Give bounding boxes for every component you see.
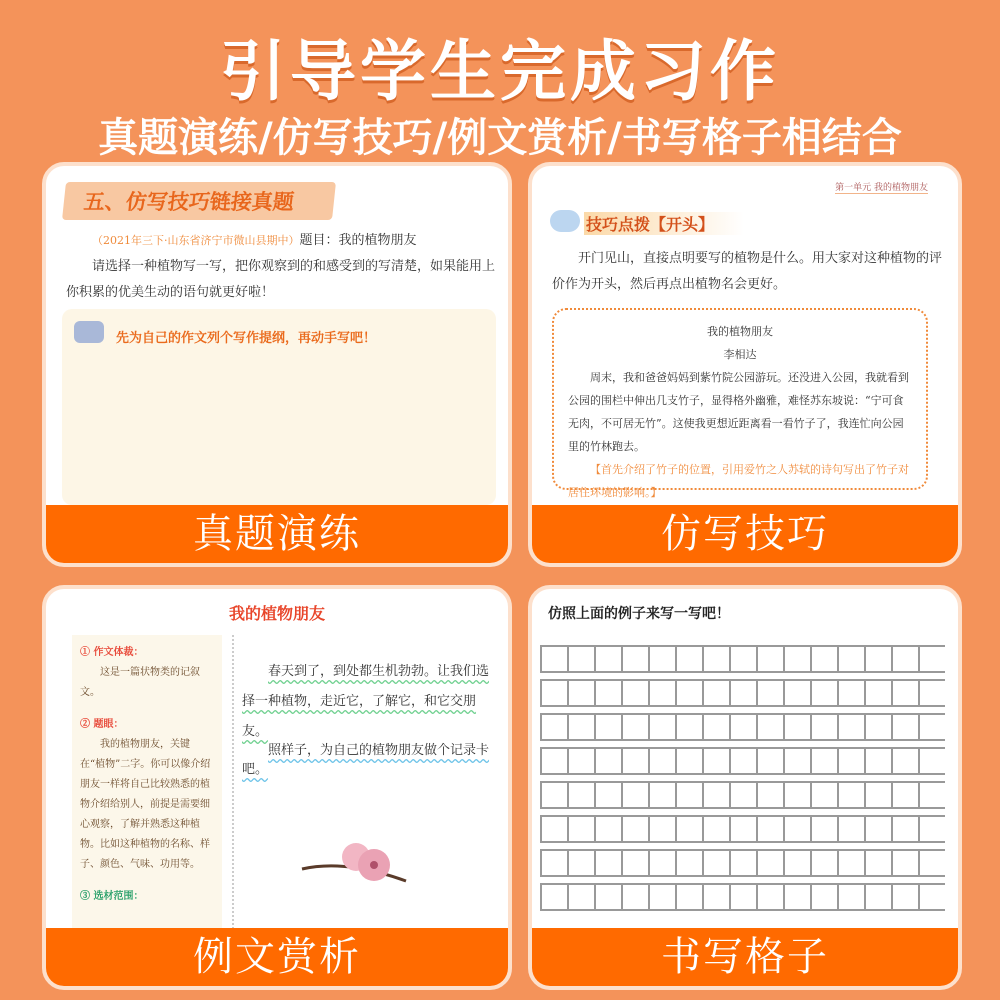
grid-cell[interactable]: [891, 885, 918, 909]
grid-cell[interactable]: [675, 749, 702, 773]
grid-cell[interactable]: [891, 749, 918, 773]
grid-cell[interactable]: [729, 647, 756, 671]
page-title: 引导学生完成习作: [220, 33, 780, 110]
panel-label: 真题演练: [46, 505, 508, 563]
grid-cell[interactable]: [621, 715, 648, 739]
grid-cell[interactable]: [594, 851, 621, 875]
grid-cell[interactable]: [567, 851, 594, 875]
grid-cell[interactable]: [621, 681, 648, 705]
grid-cell[interactable]: [540, 851, 567, 875]
panel-imitation-skills: [528, 162, 962, 567]
grid-cell[interactable]: [864, 749, 891, 773]
grid-cell[interactable]: [702, 851, 729, 875]
grid-cell[interactable]: [594, 817, 621, 841]
grid-cell[interactable]: [756, 749, 783, 773]
peach-blossom-icon: [296, 829, 426, 889]
grid-row: [540, 747, 945, 775]
grid-cell[interactable]: [810, 715, 837, 739]
grid-cell[interactable]: [918, 783, 945, 807]
grid-cell[interactable]: [567, 817, 594, 841]
grid-cell[interactable]: [918, 715, 945, 739]
grid-cell[interactable]: [702, 681, 729, 705]
grid-cell[interactable]: [864, 715, 891, 739]
grid-cell[interactable]: [675, 885, 702, 909]
grid-cell[interactable]: [594, 783, 621, 807]
grid-cell[interactable]: [837, 681, 864, 705]
grid-cell[interactable]: [837, 647, 864, 671]
grid-cell[interactable]: [648, 817, 675, 841]
grid-row: [540, 679, 945, 707]
grid-cell[interactable]: [783, 749, 810, 773]
grid-cell[interactable]: [837, 749, 864, 773]
grid-cell[interactable]: [648, 681, 675, 705]
grid-cell[interactable]: [567, 681, 594, 705]
grid-instruction: 仿照上面的例子来写一写吧！: [548, 606, 730, 622]
grid-cell[interactable]: [918, 647, 945, 671]
grid-cell[interactable]: [864, 817, 891, 841]
grid-cell[interactable]: [729, 681, 756, 705]
grid-cell[interactable]: [783, 715, 810, 739]
grid-cell[interactable]: [864, 647, 891, 671]
panel-label: 仿写技巧: [532, 505, 958, 563]
grid-cell[interactable]: [702, 783, 729, 807]
grid-cell[interactable]: [891, 851, 918, 875]
exam-prompt: 请选择一种植物写一写，把你观察到的和感受到的写清楚，如果能用上你积累的优美生动的语句就更好啦！: [66, 259, 496, 300]
grid-cell[interactable]: [729, 817, 756, 841]
dotted-divider: [232, 635, 234, 929]
grid-cell[interactable]: [729, 851, 756, 875]
exam-source: （2021年三下·山东省济宁市微山县期中）: [92, 234, 300, 247]
skill-heading: 技巧点拨【开头】: [584, 212, 744, 235]
grid-cell[interactable]: [864, 851, 891, 875]
grid-cell[interactable]: [621, 817, 648, 841]
grid-cell[interactable]: [675, 851, 702, 875]
grid-cell[interactable]: [891, 783, 918, 807]
grid-cell[interactable]: [918, 749, 945, 773]
note-genre-text: 这是一篇状物类的记叙文。: [80, 667, 200, 698]
section-heading: 五、仿写技巧链接真题: [62, 182, 336, 220]
grid-cell[interactable]: [702, 647, 729, 671]
grid-cell[interactable]: [540, 817, 567, 841]
grid-cell[interactable]: [756, 647, 783, 671]
cloud-icon: [550, 210, 580, 232]
page-subtitle: 真题演练/仿写技巧/例文赏析/书写格子相结合: [98, 115, 902, 161]
grid-cell[interactable]: [810, 851, 837, 875]
grid-cell[interactable]: [918, 851, 945, 875]
grid-cell[interactable]: [540, 681, 567, 705]
grid-row: [540, 883, 945, 911]
grid-cell[interactable]: [675, 783, 702, 807]
grid-cell[interactable]: [567, 749, 594, 773]
grid-cell[interactable]: [621, 783, 648, 807]
grid-cell[interactable]: [918, 817, 945, 841]
grid-cell[interactable]: [783, 647, 810, 671]
grid-cell[interactable]: [756, 715, 783, 739]
grid-cell[interactable]: [891, 681, 918, 705]
grid-cell[interactable]: [540, 647, 567, 671]
grid-row: [540, 645, 945, 673]
example-text-1-span: 春天到了，到处都生机勃勃。让我们选择一种植物，走近它，了解它，和它交朋友。: [242, 664, 490, 739]
grid-cell[interactable]: [540, 783, 567, 807]
panel-label: 例文赏析: [46, 928, 508, 986]
grid-cell[interactable]: [783, 851, 810, 875]
panel-label: 书写格子: [532, 928, 958, 986]
grid-cell[interactable]: [540, 885, 567, 909]
grid-cell[interactable]: [891, 647, 918, 671]
grid-cell[interactable]: [729, 749, 756, 773]
grid-cell[interactable]: [810, 749, 837, 773]
grid-row: [540, 849, 945, 877]
grid-cell[interactable]: [837, 715, 864, 739]
example-text-1: [242, 657, 492, 747]
grid-cell[interactable]: [594, 885, 621, 909]
grid-cell[interactable]: [756, 817, 783, 841]
grid-row: [540, 713, 945, 741]
note-genre-title: ① 作文体裁：: [80, 647, 144, 658]
grid-cell[interactable]: [567, 647, 594, 671]
grid-cell[interactable]: [837, 851, 864, 875]
grid-cell[interactable]: [729, 885, 756, 909]
example-text-2: [242, 739, 492, 777]
grid-cell[interactable]: [837, 817, 864, 841]
grid-cell[interactable]: [675, 681, 702, 705]
grid-cell[interactable]: [864, 681, 891, 705]
grid-cell[interactable]: [702, 885, 729, 909]
grid-cell[interactable]: [648, 749, 675, 773]
grid-cell[interactable]: [810, 783, 837, 807]
example-box: [552, 308, 928, 499]
note-keyword-text: 我的植物朋友，关键在“植物”二字。你可以像介绍朋友一样将自己比较熟悉的植物介绍给别人，前提是需要细心观察，了解并熟悉这种植物。比如这种植物的名称、样子、颜色、气味、功用等。: [80, 739, 211, 870]
grid-cell[interactable]: [756, 681, 783, 705]
grid-cell[interactable]: [783, 885, 810, 909]
grid-cell[interactable]: [648, 885, 675, 909]
grid-cell[interactable]: [783, 783, 810, 807]
grid-cell[interactable]: [756, 783, 783, 807]
grid-cell[interactable]: [783, 681, 810, 705]
grid-cell[interactable]: [810, 647, 837, 671]
grid-cell[interactable]: [702, 715, 729, 739]
grid-cell[interactable]: [918, 681, 945, 705]
essay-author: 李相达: [723, 348, 757, 361]
grid-cell[interactable]: [702, 817, 729, 841]
grid-cell[interactable]: [891, 817, 918, 841]
outline-hint: 先为自己的作文列个写作提纲，再动手写吧！: [116, 331, 377, 346]
grid-cell[interactable]: [756, 885, 783, 909]
panel-writing-grid: [528, 585, 962, 990]
grid-cell[interactable]: [567, 715, 594, 739]
grid-cell[interactable]: [918, 885, 945, 909]
note-keyword-title: ② 题眼：: [80, 719, 124, 730]
grid-cell[interactable]: [648, 647, 675, 671]
grid-cell[interactable]: [648, 851, 675, 875]
grid-cell[interactable]: [648, 783, 675, 807]
skill-intro: 开门见山，直接点明要写的植物是什么。用大家对这种植物的评价作为开头，然后再点出植物名会更好。: [552, 251, 943, 292]
grid-cell[interactable]: [540, 749, 567, 773]
grid-cell[interactable]: [648, 715, 675, 739]
grid-cell[interactable]: [594, 681, 621, 705]
grid-cell[interactable]: [540, 715, 567, 739]
grid-cell[interactable]: [783, 817, 810, 841]
magnifier-book-icon: [74, 321, 104, 343]
grid-cell[interactable]: [837, 783, 864, 807]
essay-title: 我的植物朋友: [707, 325, 773, 338]
grid-cell[interactable]: [864, 885, 891, 909]
grid-cell[interactable]: [621, 885, 648, 909]
grid-cell[interactable]: [594, 749, 621, 773]
grid-cell[interactable]: [594, 647, 621, 671]
grid-cell[interactable]: [675, 817, 702, 841]
example-text-2-span: 照样子，为自己的植物朋友做个记录卡吧。: [242, 743, 490, 777]
notes-sidebar: [72, 635, 222, 929]
essay-body: 周末，我和爸爸妈妈到紫竹院公园游玩。还没进入公园，我就看到公园的围栏中伸出几支竹子，显得格外幽雅，难怪苏东坡说：“宁可食无肉，不可居无竹”。这使我更想近距离看一看竹子了，我连忙向公园里的竹林跑去。: [568, 371, 909, 453]
unit-corner-label: 第一单元 我的植物朋友: [835, 180, 928, 194]
grid-cell[interactable]: [621, 749, 648, 773]
panel-exam-practice: [42, 162, 512, 567]
grid-row: [540, 781, 945, 809]
grid-cell[interactable]: [567, 783, 594, 807]
grid-cell[interactable]: [702, 749, 729, 773]
grid-cell[interactable]: [756, 851, 783, 875]
grid-cell[interactable]: [729, 715, 756, 739]
grid-row: [540, 815, 945, 843]
example-heading: 我的植物朋友: [228, 604, 325, 623]
grid-cell[interactable]: [810, 817, 837, 841]
grid-cell[interactable]: [864, 783, 891, 807]
grid-cell[interactable]: [594, 715, 621, 739]
grid-cell[interactable]: [675, 647, 702, 671]
note-scope-title: ③ 选材范围：: [80, 891, 144, 902]
outline-area: [62, 309, 496, 505]
grid-cell[interactable]: [810, 885, 837, 909]
grid-cell[interactable]: [837, 885, 864, 909]
grid-cell[interactable]: [675, 715, 702, 739]
panel-example-appreciation: [42, 585, 512, 990]
grid-cell[interactable]: [891, 715, 918, 739]
grid-cell[interactable]: [621, 647, 648, 671]
grid-cell[interactable]: [810, 681, 837, 705]
grid-cell[interactable]: [729, 783, 756, 807]
exam-text: [66, 228, 496, 306]
exam-topic: 题目：我的植物朋友: [299, 233, 417, 248]
grid-cell[interactable]: [621, 851, 648, 875]
grid-cell[interactable]: [567, 885, 594, 909]
essay-comment: 【首先介绍了竹子的位置，引用爱竹之人苏轼的诗句写出了竹子对居住环境的影响。】: [568, 463, 909, 499]
